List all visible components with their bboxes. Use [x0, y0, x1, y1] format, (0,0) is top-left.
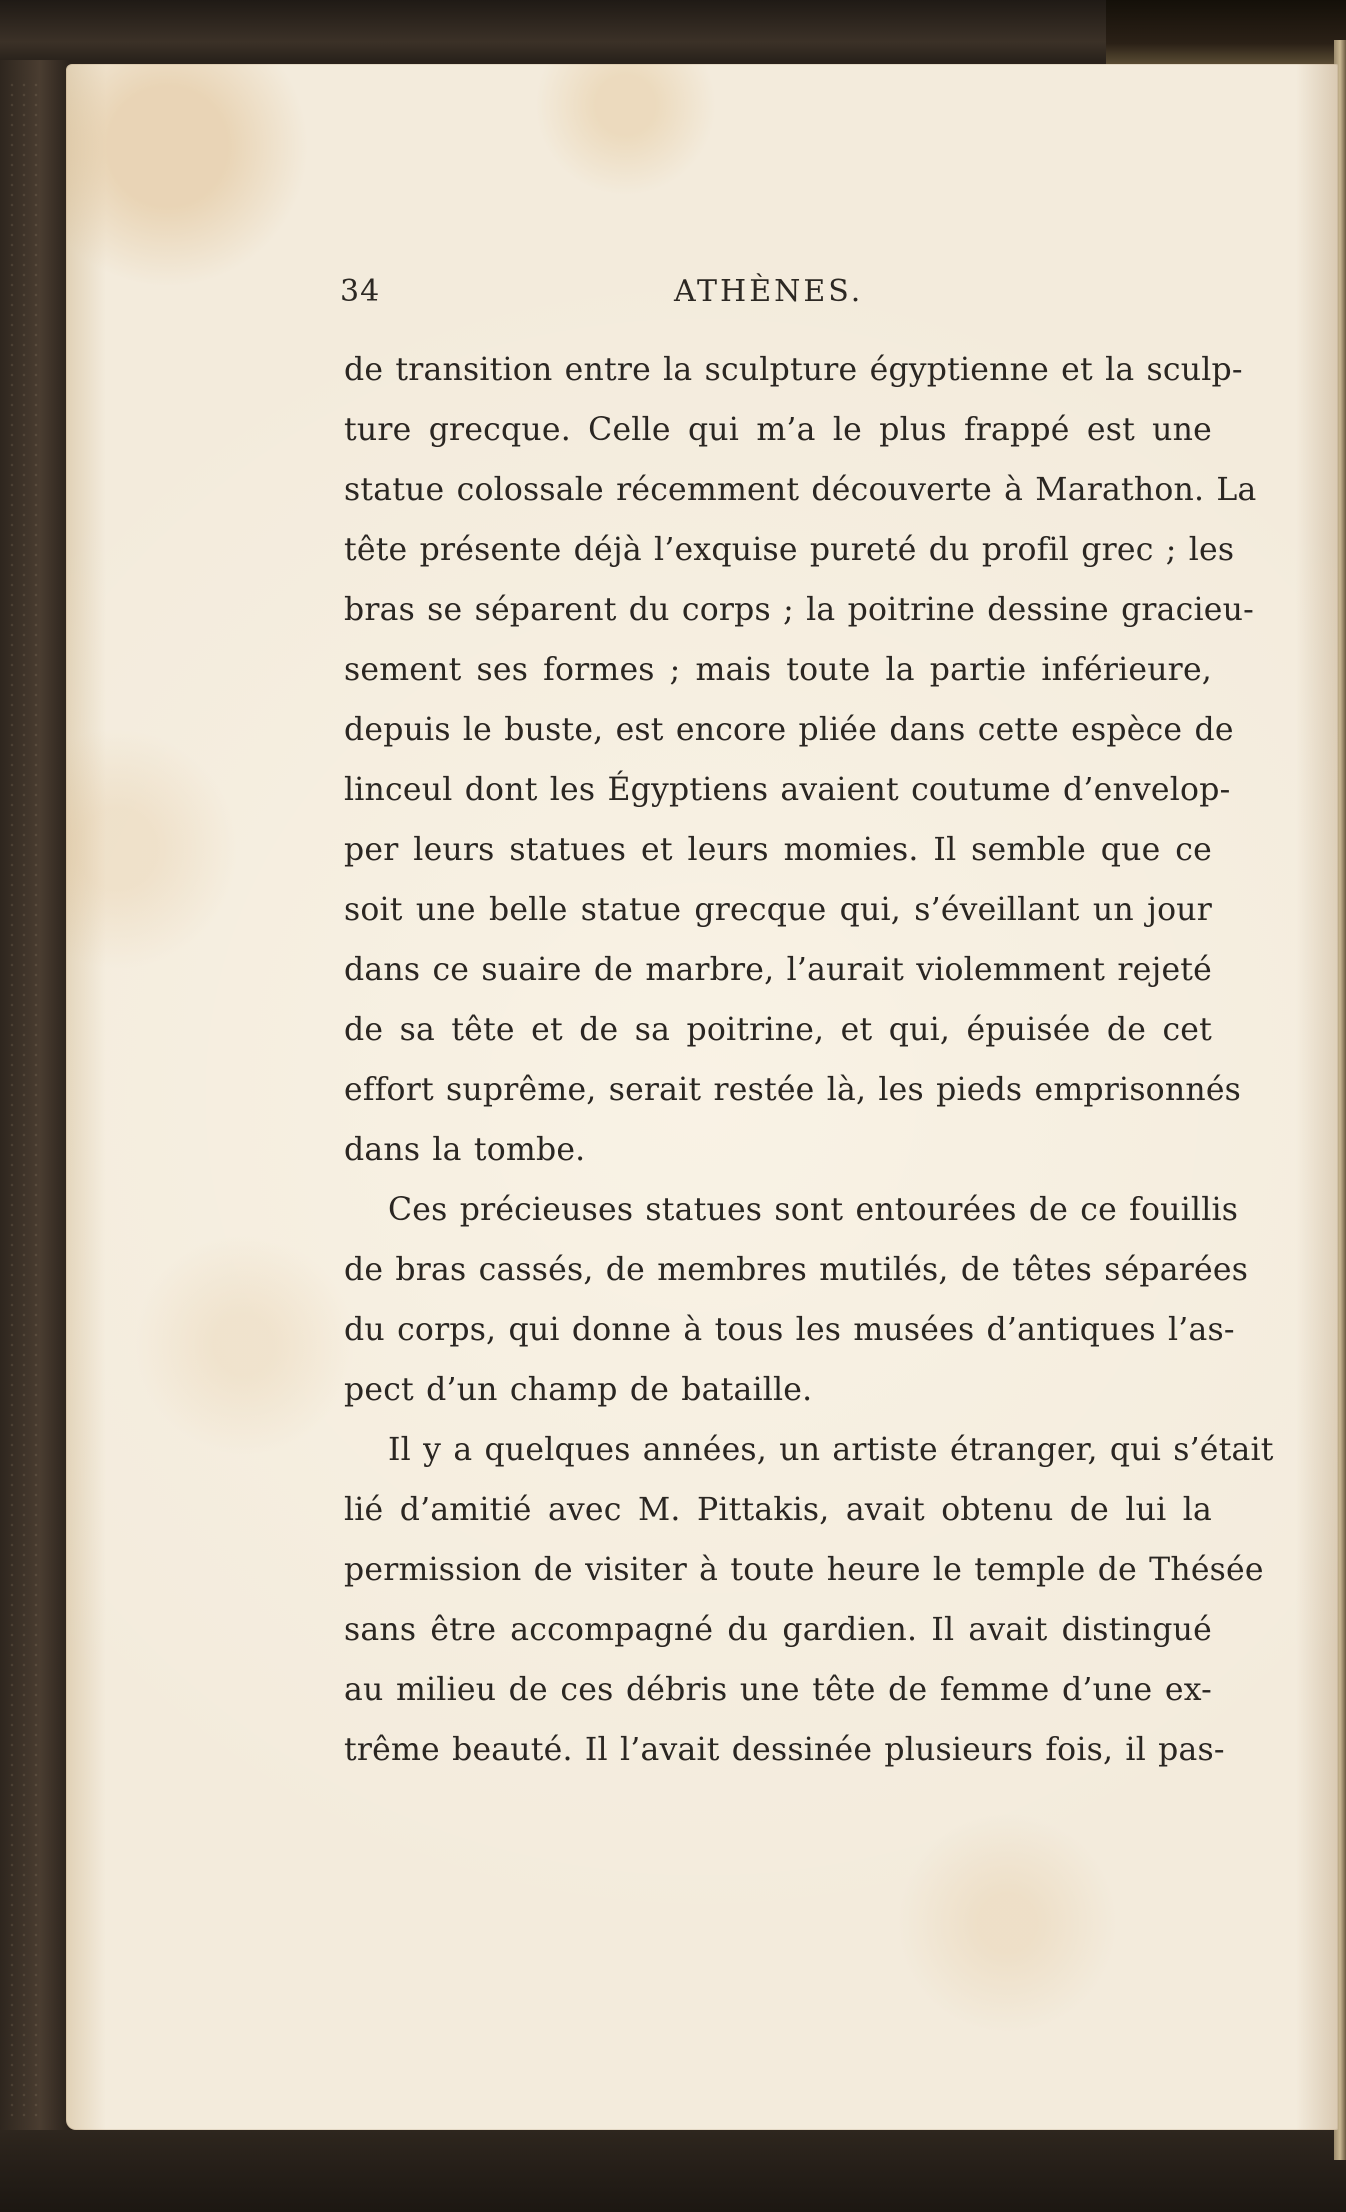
page-number: 34 — [340, 274, 381, 309]
text-line: lié d’amitié avec M. Pittakis, avait obtenu de lui la — [344, 1492, 1212, 1528]
text-line: bras se séparent du corps ; la poitrine dessine gracieu- — [344, 592, 1254, 628]
text-line: sans être accompagné du gardien. Il avait distingué — [344, 1612, 1212, 1648]
text-line: du corps, qui donne à tous les musées d’antiques l’as- — [344, 1312, 1235, 1348]
text-line: trême beauté. Il l’avait dessinée plusieurs fois, il pas- — [344, 1732, 1225, 1768]
text-line: de sa tête et de sa poitrine, et qui, épuisée de cet — [344, 1012, 1212, 1048]
top-right-binding — [1106, 0, 1346, 72]
text-line: soit une belle statue grecque qui, s’éveillant un jour — [344, 892, 1212, 928]
text-line: effort suprême, serait restée là, les pieds emprisonnés — [344, 1072, 1242, 1108]
bottom-book-edge — [0, 2130, 1346, 2212]
text-line: statue colossale récemment découverte à Marathon. La — [344, 472, 1257, 508]
text-line: ture grecque. Celle qui m’a le plus frappé est une — [344, 412, 1212, 448]
text-line: per leurs statues et leurs momies. Il semble que ce — [344, 832, 1212, 868]
text-line: permission de visiter à toute heure le temple de Thésée — [344, 1552, 1264, 1588]
text-line: tête présente déjà l’exquise pureté du profil grec ; les — [344, 532, 1235, 568]
running-head — [340, 274, 864, 322]
text-line: dans la tombe. — [344, 1132, 586, 1168]
text-line: au milieu de ces débris une tête de femme d’une ex- — [344, 1672, 1212, 1708]
text-line: depuis le buste, est encore pliée dans cette espèce de — [344, 712, 1234, 748]
text-line: Ces précieuses statues sont entourées de ce fouillis — [388, 1192, 1239, 1228]
text-line: dans ce suaire de marbre, l’aurait violemment rejeté — [344, 952, 1212, 988]
left-margin-texture — [6, 80, 46, 2120]
body-text — [344, 340, 1274, 1780]
text-line: de transition entre la sculpture égyptienne et la sculp- — [344, 352, 1243, 388]
text-line: Il y a quelques années, un artiste étranger, qui s’était — [388, 1432, 1274, 1468]
text-line: linceul dont les Égyptiens avaient coutume d’envelop- — [344, 772, 1231, 808]
running-title: ATHÈNES. — [674, 274, 864, 309]
text-line: sement ses formes ; mais toute la partie inférieure, — [344, 652, 1212, 688]
text-line: pect d’un champ de bataille. — [344, 1372, 813, 1408]
text-line: de bras cassés, de membres mutilés, de têtes séparées — [344, 1252, 1249, 1288]
